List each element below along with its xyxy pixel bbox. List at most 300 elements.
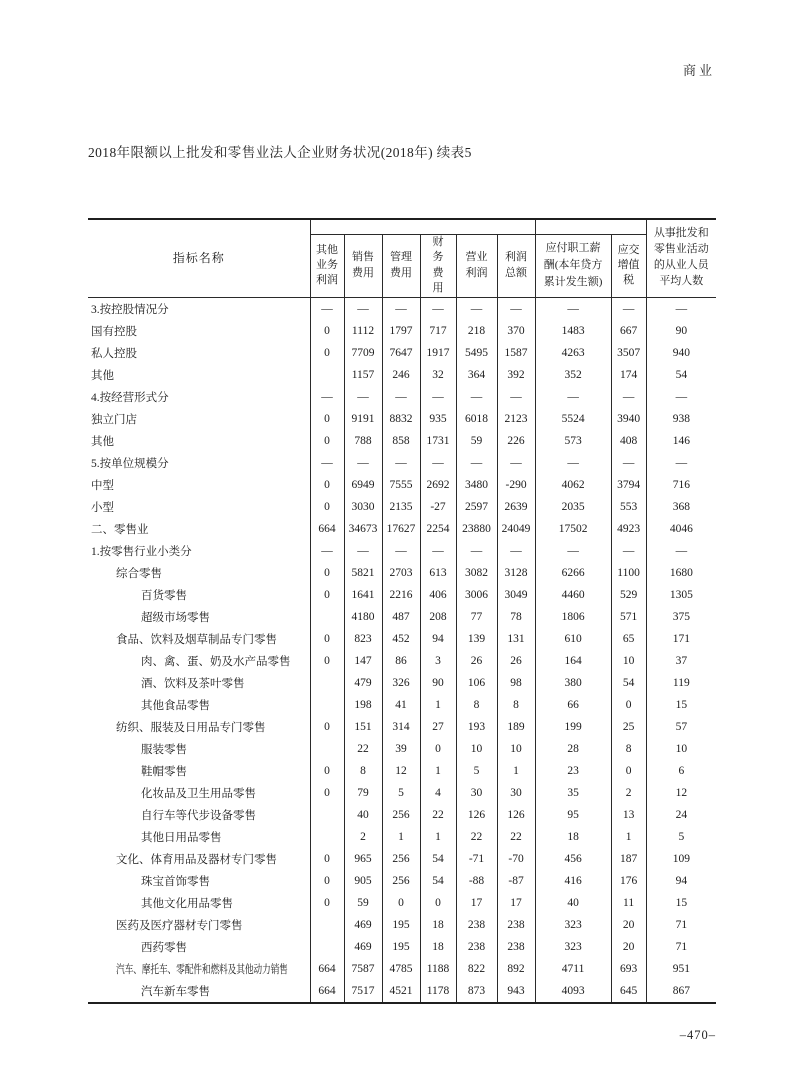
value-cell: 2703 (382, 562, 420, 584)
value-cell: 22 (456, 826, 497, 848)
indicator-name: 其他食品零售 (141, 699, 210, 712)
value-cell: 0 (310, 892, 344, 914)
value-cell: 30 (497, 782, 535, 804)
indicator-name-cell (88, 782, 310, 804)
header-operating-profit: 营业利润 (456, 235, 497, 298)
table-row (88, 518, 716, 540)
value-cell: 788 (344, 430, 382, 452)
value-cell: 139 (456, 628, 497, 650)
indicator-name: 西药零售 (141, 941, 187, 954)
value-cell: 965 (344, 848, 382, 870)
indicator-name-cell (88, 650, 310, 672)
value-cell: 0 (310, 342, 344, 364)
value-cell: 1483 (535, 320, 611, 342)
value-cell: -87 (497, 870, 535, 892)
value-cell: 18 (420, 914, 456, 936)
value-cell: 193 (456, 716, 497, 738)
value-cell (310, 914, 344, 936)
value-cell: 905 (344, 870, 382, 892)
value-cell: — (310, 452, 344, 474)
indicator-name: 酒、饮料及茶叶零售 (141, 677, 245, 690)
value-cell: -71 (456, 848, 497, 870)
indicator-name-cell (88, 518, 310, 540)
value-cell: 126 (456, 804, 497, 826)
value-cell: 1 (420, 826, 456, 848)
value-cell: — (456, 540, 497, 562)
value-cell: 571 (611, 606, 646, 628)
value-cell: — (497, 452, 535, 474)
value-cell: 0 (310, 628, 344, 650)
value-cell: 943 (497, 980, 535, 1003)
value-cell (310, 364, 344, 386)
header-payable-compensation: 应付职工薪酬(本年贷方累计发生额) (535, 235, 611, 298)
indicator-name: 3.按控股情况分 (91, 303, 169, 316)
indicator-name-cell (88, 760, 310, 782)
value-cell: 6949 (344, 474, 382, 496)
value-cell: — (420, 386, 456, 408)
value-cell: 26 (497, 650, 535, 672)
value-cell: 195 (382, 914, 420, 936)
table-row (88, 452, 716, 474)
value-cell: 452 (382, 628, 420, 650)
table-row (88, 936, 716, 958)
value-cell: 54 (420, 870, 456, 892)
header-group-spacer-taxes (535, 219, 646, 235)
value-cell: 17 (456, 892, 497, 914)
value-cell: 4460 (535, 584, 611, 606)
value-cell: 2035 (535, 496, 611, 518)
table-row (88, 870, 716, 892)
value-cell: 10 (497, 738, 535, 760)
value-cell: — (675, 302, 688, 315)
indicator-name-cell (88, 364, 310, 386)
indicator-name-cell (88, 386, 310, 408)
value-cell: 3507 (611, 342, 646, 364)
value-cell: — (456, 452, 497, 474)
value-cell: 78 (497, 606, 535, 628)
value-cell: 416 (535, 870, 611, 892)
value-cell: 3794 (611, 474, 646, 496)
value-cell: 1178 (420, 980, 456, 1003)
indicator-name-cell (88, 738, 310, 760)
value-cell: 822 (456, 958, 497, 980)
value-cell: 1806 (535, 606, 611, 628)
value-cell: 32 (420, 364, 456, 386)
value-cell: 5 (678, 830, 685, 843)
header-payable-vat: 应交增值税 (611, 235, 646, 298)
value-cell (310, 606, 344, 628)
value-cell: 5524 (535, 408, 611, 430)
indicator-name: 私人控股 (91, 347, 137, 360)
value-cell: — (535, 452, 611, 474)
value-cell: 24 (675, 808, 688, 821)
indicator-name-cell (88, 408, 310, 430)
value-cell: 352 (535, 364, 611, 386)
value-cell: 35 (535, 782, 611, 804)
value-cell: 3006 (456, 584, 497, 606)
value-cell: 1680 (669, 566, 693, 579)
table-row (88, 364, 716, 386)
value-cell: 57 (675, 720, 688, 733)
table-row (88, 804, 716, 826)
value-cell: — (675, 544, 688, 557)
value-cell: 54 (675, 368, 688, 381)
value-cell: 0 (310, 474, 344, 496)
value-cell: 0 (310, 782, 344, 804)
value-cell: 256 (382, 848, 420, 870)
indicator-name-cell (88, 584, 310, 606)
indicator-name: 珠宝首饰零售 (141, 875, 210, 888)
value-cell: — (382, 297, 420, 320)
value-cell: 573 (535, 430, 611, 452)
value-cell: 858 (382, 430, 420, 452)
value-cell: 1157 (344, 364, 382, 386)
value-cell: 7555 (382, 474, 420, 496)
value-cell: — (611, 540, 646, 562)
value-cell (310, 936, 344, 958)
section-label: 商业 (683, 63, 716, 78)
indicator-name-cell (88, 694, 310, 716)
value-cell: 238 (497, 914, 535, 936)
value-cell: 238 (456, 936, 497, 958)
header-admin-expense: 管理费用 (382, 235, 420, 298)
value-cell: 95 (535, 804, 611, 826)
value-cell: 37 (675, 654, 688, 667)
value-cell: 131 (497, 628, 535, 650)
value-cell: -70 (497, 848, 535, 870)
value-cell: 54 (611, 672, 646, 694)
value-cell: — (497, 297, 535, 320)
value-cell: — (535, 297, 611, 320)
value-cell: — (310, 297, 344, 320)
value-cell: -27 (420, 496, 456, 518)
value-cell: — (344, 386, 382, 408)
value-cell: 20 (611, 914, 646, 936)
value-cell: 2639 (497, 496, 535, 518)
value-cell: 86 (382, 650, 420, 672)
value-cell: 4923 (611, 518, 646, 540)
value-cell: — (382, 452, 420, 474)
value-cell: 71 (675, 940, 688, 953)
value-cell: 164 (535, 650, 611, 672)
indicator-name: 其他日用品零售 (141, 831, 222, 844)
value-cell: 17502 (535, 518, 611, 540)
value-cell: 0 (310, 408, 344, 430)
indicator-name-cell (88, 320, 310, 342)
value-cell: 4 (420, 782, 456, 804)
value-cell: 106 (456, 672, 497, 694)
value-cell: 17627 (382, 518, 420, 540)
value-cell: — (611, 297, 646, 320)
value-cell: 77 (456, 606, 497, 628)
value-cell: — (456, 297, 497, 320)
value-cell: 13 (611, 804, 646, 826)
table-body (88, 297, 716, 1003)
value-cell: 9191 (344, 408, 382, 430)
table-row (88, 826, 716, 848)
page-title: 2018年限额以上批发和零售业法人企业财务状况(2018年) 续表5 (88, 145, 472, 160)
indicator-name-cell (88, 716, 310, 738)
value-cell: 4046 (669, 522, 693, 535)
indicator-name-cell (88, 848, 310, 870)
value-cell: — (344, 540, 382, 562)
indicator-name-cell (88, 606, 310, 628)
value-cell: 487 (382, 606, 420, 628)
value-cell: 613 (420, 562, 456, 584)
indicator-name: 其他 (91, 435, 114, 448)
value-cell: 7587 (344, 958, 382, 980)
indicator-name-cell (88, 870, 310, 892)
value-cell: 2 (611, 782, 646, 804)
value-cell: 1587 (497, 342, 535, 364)
value-cell: 664 (310, 980, 344, 1003)
value-cell: 8 (344, 760, 382, 782)
value-cell: 370 (497, 320, 535, 342)
table-row (88, 496, 716, 518)
value-cell: 246 (382, 364, 420, 386)
value-cell: 469 (344, 936, 382, 958)
value-cell: 79 (344, 782, 382, 804)
indicator-name: 汽车新车零售 (141, 985, 210, 998)
value-cell: 4180 (344, 606, 382, 628)
indicator-name-cell (88, 496, 310, 518)
value-cell: 0 (420, 738, 456, 760)
table-row (88, 716, 716, 738)
value-cell: 226 (497, 430, 535, 452)
table-row (88, 848, 716, 870)
value-cell: 456 (535, 848, 611, 870)
table-row (88, 540, 716, 562)
value-cell: -290 (497, 474, 535, 496)
table-row (88, 672, 716, 694)
table-row (88, 430, 716, 452)
value-cell: 4521 (382, 980, 420, 1003)
value-cell: 27 (420, 716, 456, 738)
indicator-name: 5.按单位规模分 (91, 457, 169, 470)
header-group-row (88, 219, 716, 235)
value-cell: 147 (344, 650, 382, 672)
value-cell: 199 (535, 716, 611, 738)
indicator-name: 1.按零售行业小类分 (91, 545, 192, 558)
value-cell: 0 (420, 892, 456, 914)
value-cell: 1641 (344, 584, 382, 606)
value-cell: 0 (310, 496, 344, 518)
value-cell: 0 (382, 892, 420, 914)
value-cell: 0 (611, 760, 646, 782)
value-cell: 40 (535, 892, 611, 914)
value-cell: 1 (611, 826, 646, 848)
value-cell: 59 (344, 892, 382, 914)
value-cell: 8832 (382, 408, 420, 430)
value-cell: 195 (382, 936, 420, 958)
value-cell: — (497, 386, 535, 408)
value-cell: 4062 (535, 474, 611, 496)
value-cell: 664 (310, 518, 344, 540)
header-finance-expense: 财务费用 (420, 235, 456, 298)
table-row (88, 914, 716, 936)
indicator-name-cell (88, 826, 310, 848)
value-cell: 18 (420, 936, 456, 958)
value-cell: 2254 (420, 518, 456, 540)
value-cell: 2123 (497, 408, 535, 430)
value-cell: — (344, 452, 382, 474)
table-row (88, 760, 716, 782)
value-cell: — (535, 540, 611, 562)
value-cell: 12 (675, 786, 688, 799)
value-cell: 392 (497, 364, 535, 386)
value-cell: — (310, 540, 344, 562)
indicator-name: 纺织、服装及日用品专门零售 (116, 721, 266, 734)
value-cell: 3030 (344, 496, 382, 518)
value-cell: 2597 (456, 496, 497, 518)
table-row (88, 474, 716, 496)
table-row (88, 408, 716, 430)
value-cell: 364 (456, 364, 497, 386)
indicator-name: 小型 (91, 501, 114, 514)
value-cell: 22 (420, 804, 456, 826)
value-cell: 935 (420, 408, 456, 430)
value-cell: 938 (672, 412, 690, 425)
value-cell: 667 (611, 320, 646, 342)
value-cell: 23 (535, 760, 611, 782)
value-cell: 11 (611, 892, 646, 914)
value-cell: 126 (497, 804, 535, 826)
value-cell: 12 (382, 760, 420, 782)
value-cell: 25 (611, 716, 646, 738)
table-row (88, 606, 716, 628)
value-cell: — (420, 297, 456, 320)
value-cell: 0 (310, 650, 344, 672)
indicator-name-cell (88, 562, 310, 584)
header-average-employees: 从事批发和零售业活动的从业人员平均人数 (646, 219, 716, 297)
table-row (88, 386, 716, 408)
indicator-name: 自行车等代步设备零售 (141, 809, 256, 822)
value-cell: 380 (535, 672, 611, 694)
value-cell: 256 (382, 804, 420, 826)
indicator-name-cell (88, 430, 310, 452)
value-cell: 529 (611, 584, 646, 606)
value-cell: 119 (672, 676, 690, 689)
value-cell: 1 (420, 694, 456, 716)
value-cell: 22 (497, 826, 535, 848)
value-cell: 951 (672, 962, 690, 975)
value-cell: 90 (420, 672, 456, 694)
header-sales-expense: 销售费用 (344, 235, 382, 298)
value-cell: 54 (420, 848, 456, 870)
value-cell: 218 (456, 320, 497, 342)
indicator-name: 汽车、摩托车、零配件和燃料及其他动力销售 (116, 963, 288, 976)
value-cell: — (420, 452, 456, 474)
value-cell: 1188 (420, 958, 456, 980)
value-cell: 7517 (344, 980, 382, 1003)
value-cell: 146 (672, 434, 690, 447)
value-cell: 98 (497, 672, 535, 694)
table-row (88, 650, 716, 672)
indicator-name: 化妆品及卫生用品零售 (141, 787, 256, 800)
indicator-name-cell (88, 980, 310, 1003)
value-cell: 1305 (669, 588, 693, 601)
value-cell: 5 (456, 760, 497, 782)
value-cell: 693 (611, 958, 646, 980)
table-row (88, 782, 716, 804)
value-cell: 823 (344, 628, 382, 650)
value-cell: — (456, 386, 497, 408)
indicator-name: 中型 (91, 479, 114, 492)
table-row (88, 892, 716, 914)
indicator-name: 超级市场零售 (141, 611, 210, 624)
value-cell: 408 (611, 430, 646, 452)
value-cell: 3128 (497, 562, 535, 584)
indicator-name: 医药及医疗器材专门零售 (116, 919, 243, 932)
value-cell: 6 (678, 764, 685, 777)
value-cell: 40 (344, 804, 382, 826)
value-cell: 4263 (535, 342, 611, 364)
value-cell: 3940 (611, 408, 646, 430)
value-cell: 4093 (535, 980, 611, 1003)
indicator-name-cell (88, 804, 310, 826)
value-cell: 198 (344, 694, 382, 716)
table-row (88, 980, 716, 1003)
indicator-name: 其他文化用品零售 (141, 897, 233, 910)
value-cell: 151 (344, 716, 382, 738)
table-row (88, 297, 716, 320)
value-cell: 2216 (382, 584, 420, 606)
value-cell: 873 (456, 980, 497, 1003)
value-cell: 469 (344, 914, 382, 936)
value-cell: 2135 (382, 496, 420, 518)
value-cell: — (675, 456, 688, 469)
indicator-name: 国有控股 (91, 325, 137, 338)
value-cell: 5821 (344, 562, 382, 584)
value-cell: 189 (497, 716, 535, 738)
value-cell (310, 672, 344, 694)
value-cell: — (382, 540, 420, 562)
value-cell: 0 (310, 716, 344, 738)
indicator-name: 二、零售业 (91, 523, 149, 536)
value-cell: 1100 (611, 562, 646, 584)
value-cell: — (611, 452, 646, 474)
value-cell: 406 (420, 584, 456, 606)
indicator-name: 4.按经营形式分 (91, 391, 169, 404)
indicator-name: 综合零售 (116, 567, 162, 580)
value-cell: 66 (535, 694, 611, 716)
value-cell: 0 (310, 320, 344, 342)
value-cell: 5 (382, 782, 420, 804)
value-cell: 23880 (456, 518, 497, 540)
indicator-name: 独立门店 (91, 413, 137, 426)
value-cell: — (675, 390, 688, 403)
value-cell: -88 (456, 870, 497, 892)
value-cell: 645 (611, 980, 646, 1003)
indicator-name: 食品、饮料及烟草制品专门零售 (116, 633, 277, 646)
value-cell: — (497, 540, 535, 562)
value-cell: 0 (310, 870, 344, 892)
value-cell: 176 (611, 870, 646, 892)
value-cell: 940 (672, 346, 690, 359)
value-cell: 18 (535, 826, 611, 848)
value-cell: 238 (456, 914, 497, 936)
value-cell: 1 (382, 826, 420, 848)
value-cell: 0 (310, 760, 344, 782)
value-cell: 94 (420, 628, 456, 650)
value-cell: 24049 (497, 518, 535, 540)
value-cell: 2692 (420, 474, 456, 496)
value-cell: 1797 (382, 320, 420, 342)
indicator-name-cell (88, 672, 310, 694)
value-cell: 323 (535, 914, 611, 936)
value-cell: 0 (310, 584, 344, 606)
table-row (88, 628, 716, 650)
